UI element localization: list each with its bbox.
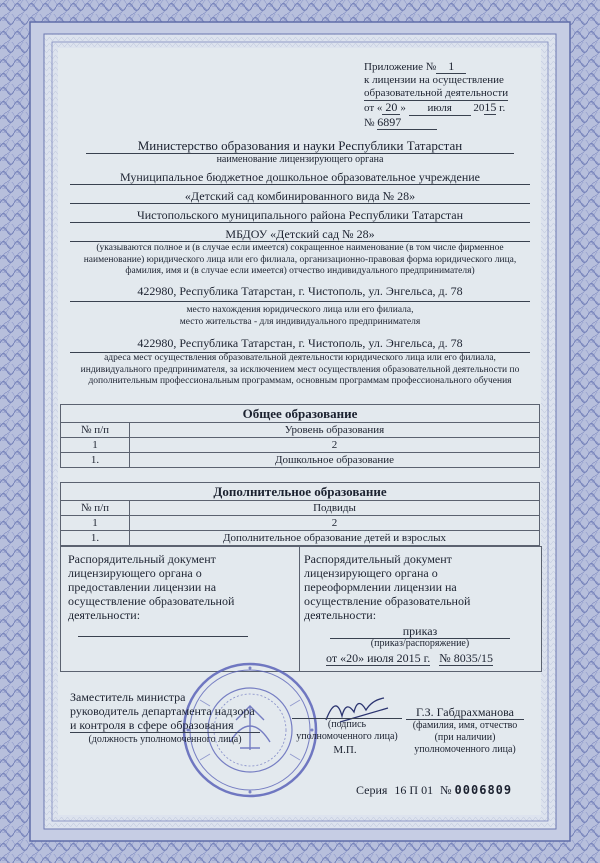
activity-address-caption: адреса мест осуществления образовательной деятельности юридического лица или его филиала, индивидуального предпринимателя, за исключением мест осуществления образовательной деятельности по дополнительным профессиональным программам, основным программам профессионального обучения	[80, 353, 520, 386]
sign-caption-2: уполномоченного лица)	[296, 731, 398, 742]
appendix-day: 20	[382, 101, 400, 115]
org-short-name: МБДОУ «Детский сад № 28»	[70, 227, 530, 242]
appendix-year-unit: г.	[499, 102, 506, 114]
position-caption: (должность уполномоченного лица)	[88, 734, 242, 745]
general-index-1: 1	[61, 438, 130, 453]
appendix-year-prefix: 20	[473, 102, 485, 114]
serial-series: 16 П 01	[394, 783, 434, 797]
org-name-caption: (указываются полное и (в случае если имеется) сокращенное наименование (в том числе фирменное наименование) юридического лица или его филиала, организационно-правовая форма юридического лица, фамилия, имя и (в случае если имеется) отчество индивидуального предпринимателя)	[83, 243, 517, 276]
decision-doc-type-caption: (приказ/распоряжение)	[370, 638, 470, 649]
general-row-no: 1.	[61, 453, 130, 468]
name-caption-1: (фамилия, имя, отчество	[412, 720, 518, 731]
serial-label: Серия	[356, 783, 388, 797]
appendix-year-suffix: 15	[484, 100, 497, 114]
seal-place-mark: М.П.	[333, 744, 357, 756]
signatory-name: Г.З. Габдрахманова	[406, 705, 524, 720]
position-line-1: Заместитель министра	[70, 690, 186, 704]
position-line-2: руководитель департамента надзора	[70, 704, 255, 718]
general-col-level: Уровень образования	[130, 423, 540, 438]
org-name-line3: Чистопольского муниципального района Республики Татарстан	[70, 208, 530, 223]
position-line-3: и контроля в сфере образования	[70, 718, 260, 733]
signature-caption	[292, 718, 402, 743]
appendix-from-label: от «	[364, 102, 383, 114]
additional-index-1: 1	[61, 516, 130, 531]
org-address: 422980, Республика Татарстан, г. Чистополь, ул. Энгельса, д. 78	[70, 284, 530, 302]
authority-name: Министерство образования и науки Республики Татарстан	[86, 138, 514, 154]
decision-divider	[299, 547, 300, 671]
additional-index-2: 2	[130, 516, 540, 531]
org-name-line1: Муниципальное бюджетное дошкольное образовательное учреждение	[70, 170, 530, 185]
decision-left-blank	[78, 636, 248, 637]
org-name-line2: «Детский сад комбинированного вида № 28»	[70, 189, 530, 204]
decision-left-text: Распорядительный документ лицензирующего органа о предоставлении лицензии на осуществление образовательной деятельности:	[68, 552, 235, 622]
additional-row-no: 1.	[61, 531, 130, 546]
address-caption-2: место жительства - для индивидуального предпринимателя	[179, 317, 421, 327]
name-caption-2: (при наличии)	[434, 732, 496, 743]
address-caption-1: место нахождения юридического лица или его филиала,	[186, 305, 414, 315]
serial-no-label: №	[440, 783, 452, 797]
decision-doc-date: от «20» июля 2015 г.	[326, 651, 431, 665]
name-caption	[404, 720, 526, 756]
appendix-quote-close: »	[400, 102, 406, 114]
appendix-month: июля	[409, 102, 471, 116]
general-col-no: № п/п	[61, 423, 130, 438]
additional-education-table	[60, 482, 540, 546]
decision-doc-no: № 8035/15	[439, 651, 494, 665]
appendix-number: 1	[436, 60, 466, 74]
signatory-position	[70, 690, 260, 733]
general-education-table	[60, 404, 540, 468]
general-row-text: Дошкольное образование	[130, 453, 540, 468]
activity-address: 422980, Республика Татарстан, г. Чистополь, ул. Энгельса, д. 78	[70, 336, 530, 353]
appendix-activity: образовательной деятельности	[364, 87, 509, 99]
additional-col-no: № п/п	[61, 501, 130, 516]
appendix-license-no: 6897	[377, 116, 437, 130]
appendix-header	[364, 60, 534, 130]
general-education-title: Общее образование	[61, 405, 540, 423]
serial-number: 0006809	[454, 783, 513, 797]
additional-row-text: Дополнительное образование детей и взрослых	[130, 531, 540, 546]
general-index-2: 2	[130, 438, 540, 453]
appendix-no-label: №	[364, 117, 375, 129]
decision-doc-date-line	[326, 651, 526, 665]
sign-caption-1: (подпись	[327, 719, 367, 730]
additional-education-title: Дополнительное образование	[61, 483, 540, 501]
appendix-to-license: к лицензии на осуществление	[364, 74, 504, 86]
serial-line	[356, 783, 536, 797]
decision-doc-type: приказ	[330, 624, 510, 639]
appendix-label: Приложение №	[364, 61, 437, 73]
authority-caption: наименование лицензирующего органа	[216, 154, 384, 165]
name-caption-3: уполномоченного лица)	[414, 744, 516, 755]
additional-col-sub: Подвиды	[130, 501, 540, 516]
decision-right-text: Распорядительный документ лицензирующего органа о переоформлении лицензии на осуществление образовательной деятельности:	[304, 552, 471, 622]
